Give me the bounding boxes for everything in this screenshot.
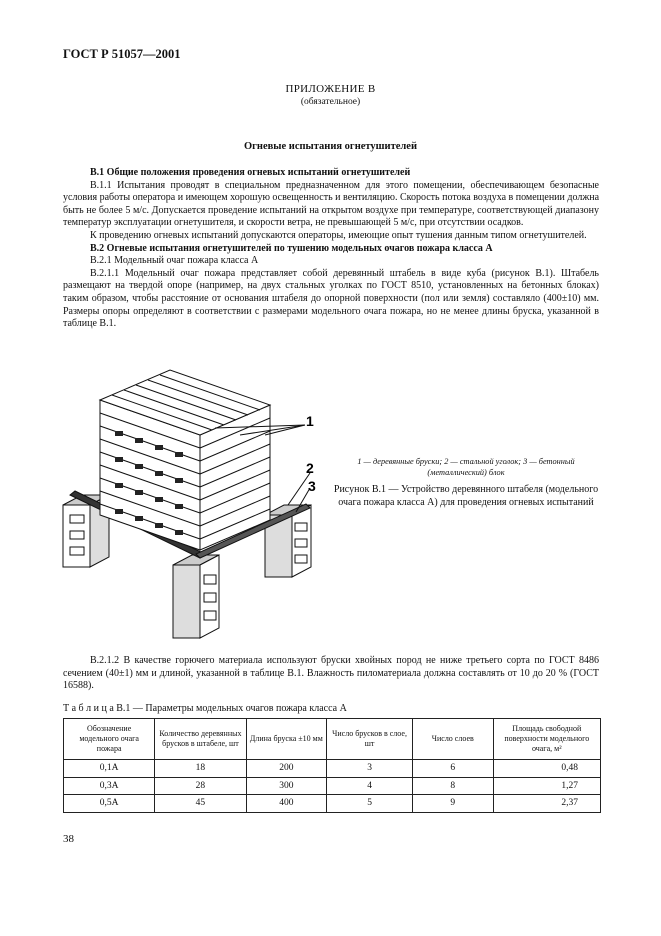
wooden-stack-figure bbox=[60, 355, 320, 640]
header-cell: Число слоев bbox=[413, 719, 494, 760]
table-row bbox=[64, 777, 601, 795]
figure-legend: 1 — деревянные бруски; 2 — стальной уголок; 3 — бетонный (металлический) блок bbox=[357, 457, 575, 477]
wooden-bars-stack bbox=[100, 370, 270, 550]
parameters-table bbox=[63, 718, 601, 813]
callout-1: 1 bbox=[306, 413, 314, 429]
concrete-block-front bbox=[173, 555, 219, 638]
table-cell: 4 bbox=[327, 777, 413, 795]
callout-3: 3 bbox=[308, 478, 316, 494]
table-cell: 0,48 bbox=[493, 760, 600, 778]
figure-caption: Рисунок В.1 — Устройство деревянного штабеля (модельного очага пожара класса А) для проведения огневых испытаний bbox=[333, 484, 599, 508]
table-cell: 400 bbox=[246, 795, 327, 813]
paragraph-b11: В.1.1 Испытания проводят в специальном предназначенном для этого помещении, обеспечивающем безопасные условия работы оператора и имеющем хорошую освещенность и вентиляцию. Скорость потока воздуха в помещении должна быть не более 5 м/с. Допускается проведение испытаний на открытом воздухе при температуре, соответствующей диапазону температур эксплуатации огнетушителя, и скорости ветра, не превышающей 5 м/с, при отсутствии осадков. bbox=[63, 179, 600, 229]
page-number: 38 bbox=[63, 833, 74, 845]
appendix-title: ПРИЛОЖЕНИЕ В bbox=[285, 83, 376, 95]
table-cell: 0,5А bbox=[64, 795, 155, 813]
page-header: ГОСТ Р 51057—2001 bbox=[63, 47, 181, 61]
table-row bbox=[64, 760, 601, 778]
table-cell: 200 bbox=[246, 760, 327, 778]
paragraph-b211: В.2.1.1 Модельный очаг пожара представляет собой деревянный штабель в виде куба (рисунок В.1). Штабель размещают на твердой опоре (например, на двух стальных уголках по ГОСТ 8510, установленных на бетонных блоках) таким образом, чтобы расстояние от основания штабеля до опорной поверхности (пол или земля) составляло (400±10) мм. Размеры опоры определяют в соответствии с размерами модельного очага пожара, но не менее длины бруска, указанной в таблице В.1. bbox=[63, 267, 599, 330]
table-cell: 2,37 bbox=[493, 795, 600, 813]
table-cell: 9 bbox=[413, 795, 494, 813]
table-cell: 45 bbox=[155, 795, 246, 813]
table-header-row bbox=[64, 719, 601, 760]
table-cell: 5 bbox=[327, 795, 413, 813]
table-cell: 28 bbox=[155, 777, 246, 795]
paragraph-b212: В.2.1.2 В качестве горючего материала используют бруски хвойных пород не ниже третьего сорта по ГОСТ 8486 сечением (40±1) мм и длиной, указанной в таблице В.1. Влажность пиломатериала должна составлять от 10 до 20 % (ГОСТ 16588). bbox=[63, 655, 599, 692]
heading-b2: В.2 Огневые испытания огнетушителей по тушению модельных очагов пожара класса А bbox=[90, 242, 493, 254]
body-text-bottom bbox=[63, 655, 599, 693]
table-cell: 18 bbox=[155, 760, 246, 778]
header-cell: Площадь свободной поверхности модельного очага, м² bbox=[493, 719, 600, 760]
table-caption: Т а б л и ц а В.1 — Параметры модельных очагов пожара класса А bbox=[63, 703, 347, 714]
header-cell: Длина бруска ±10 мм bbox=[246, 719, 327, 760]
heading-b1: В.1 Общие положения проведения огневых испытаний огнетушителей bbox=[90, 167, 411, 178]
table-cell: 3 bbox=[327, 760, 413, 778]
header-cell: Обозначение модельного очага пожара bbox=[64, 719, 155, 760]
table-cell: 0,1А bbox=[64, 760, 155, 778]
header-cell: Количество деревянных брусков в штабеле, шт bbox=[155, 719, 246, 760]
callout-2: 2 bbox=[306, 460, 314, 476]
appendix-subtitle: (обязательное) bbox=[300, 97, 361, 107]
table-cell: 1,27 bbox=[493, 777, 600, 795]
table-cell: 8 bbox=[413, 777, 494, 795]
table-row bbox=[64, 795, 601, 813]
table-cell: 0,3А bbox=[64, 777, 155, 795]
section-title: Огневые испытания огнетушителей bbox=[243, 141, 418, 152]
body-text-top bbox=[63, 167, 599, 331]
header-cell: Число брусков в слое, шт bbox=[327, 719, 413, 760]
table-cell: 300 bbox=[246, 777, 327, 795]
table-cell: 6 bbox=[413, 760, 494, 778]
paragraph-b21: В.2.1 Модельный очаг пожара класса А bbox=[90, 255, 259, 267]
paragraph-operators: К проведению огневых испытаний допускаются операторы, имеющие опыт тушения данным типом огнетушителей. bbox=[90, 229, 587, 241]
